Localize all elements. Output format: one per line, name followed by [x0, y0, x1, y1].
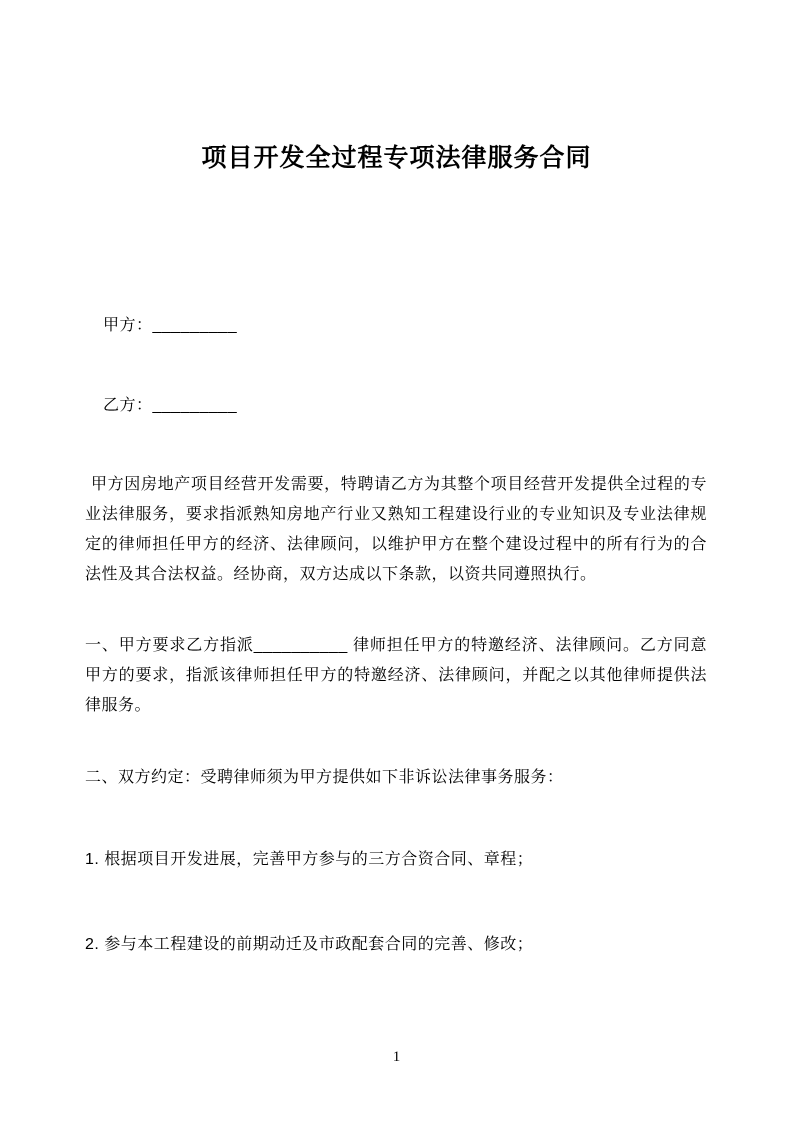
party-a-line: 甲方：_________ [103, 317, 238, 334]
clause-2-heading: 二、双方约定：受聘律师须为甲方提供如下非诉讼法律事务服务： [85, 769, 564, 786]
service-item-2: 2. 参与本工程建设的前期动迁及市政配套合同的完善、修改； [85, 936, 534, 953]
page-number: 1 [392, 1049, 401, 1065]
service-item-1: 1. 根据项目开发进展，完善甲方参与的三方合资合同、章程； [85, 851, 534, 868]
clause-1-paragraph: 一、甲方要求乙方指派__________ 律师担任甲方的特邀经济、法律顾问。乙方同意甲方的要求，指派该律师担任甲方的特邀经济、法律顾问，并配之以其他律师提供法律服务。 [85, 637, 707, 714]
party-b-line: 乙方：_________ [103, 397, 238, 414]
document-title: 项目开发全过程专项法律服务合同 [201, 144, 592, 172]
intro-paragraph: 甲方因房地产项目经营开发需要，特聘请乙方为其整个项目经营开发提供全过程的专业法律服务，要求指派熟知房地产行业又熟知工程建设行业的专业知识及专业法律规定的律师担任甲方的经济、法律顾问，以维护甲方在整个建设过程中的所有行为的合法性及其合法权益。经协商，双方达成以下条款，以资共同遵照执行。 [85, 476, 707, 583]
